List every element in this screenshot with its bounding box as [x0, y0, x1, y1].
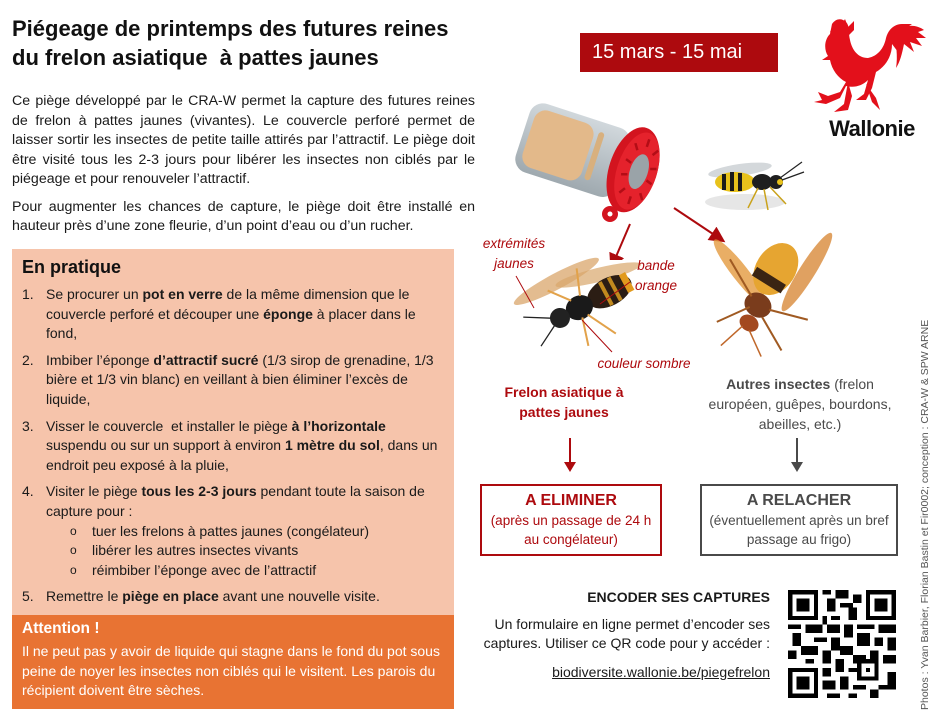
eliminate-box	[480, 484, 662, 556]
step-item: 4. Visiter le piège tous les 2-3 jours pendant toute la saison de capture pour : o tuer les frelons à pattes jaunes (congélateur) o libérer les autres insectes vivants o réimbiber l’éponge avec de l’attractif	[22, 482, 444, 580]
practice-section	[12, 249, 454, 615]
step-item: 1. Se procurer un pot en verre de la même dimension que le couvercle perforé et découper une éponge à placer dans le fond,	[22, 286, 416, 342]
wallonie-logo	[808, 12, 936, 144]
practice-steps	[22, 285, 444, 607]
practice-heading: En pratique	[22, 257, 122, 277]
eliminate-detail: (après un passage de 24 h au congélateur)	[490, 513, 652, 547]
attention-text: Il ne peut pas y avoir de liquide qui stagne dans le fond du pot sous peine de noyer les insectes non ciblés qui le visitent. Les parois du récipient doivent être sèches.	[22, 643, 440, 698]
label-yellow-tips: extrémités jaunes	[482, 236, 546, 271]
circle-bullet-icon: o	[70, 562, 77, 577]
release-box	[700, 484, 898, 556]
attention-heading: Attention !	[22, 620, 100, 637]
step-item: 2. Imbiber l’éponge d’attractif sucré (1/3 sirop de grenadine, 1/3 bière et 1/3 vin blanc) en veillant à bien éliminer l’excès de liquide,	[22, 351, 434, 407]
intro-paragraph-1: Ce piège développé par le CRA-W permet la capture des futures reines de frelon à pattes jaunes (vivantes). Le couvercle perforé permet de laisser sortir les insectes de petite taille attirés par l’attractif. Le piège doit être visité tous les 2-3 jours pour libérer les insectes non ciblés par le piégeage et pour renouveler l’attractif.	[12, 93, 475, 187]
asian-hornet-name: Frelon asiatique à pattes jaunes	[504, 384, 624, 420]
date-range-badge: 15 mars - 15 mai	[580, 33, 778, 72]
photo-credits: Photos : Yvan Barbier, Florian Bastin et Fir0002; conception : CRA-W & SPW ARNE	[919, 319, 931, 710]
label-dark-color: couleur sombre	[597, 356, 691, 371]
title-line-1: Piégeage de printemps des futures reines	[12, 16, 449, 41]
title-line-2: du frelon asiatique à pattes jaunes	[12, 45, 379, 70]
encode-text: Un formulaire en ligne permet d’encoder ses captures. Utiliser ce QR code pour y accéder :	[483, 615, 770, 651]
release-detail: (éventuellement après un bref passage au frigo)	[709, 513, 889, 547]
release-heading: A RELACHER	[746, 492, 852, 509]
arrow-down-gray-icon	[790, 438, 804, 474]
page-title	[12, 14, 532, 72]
encode-section	[476, 588, 770, 682]
wallonie-wordmark: Wallonie	[829, 116, 915, 141]
intro-paragraph-2: Pour augmenter les chances de capture, le piège doit être installé en hauteur près d’une zone fleurie, d’un point d’eau ou d’un rucher.	[12, 198, 475, 234]
intro-text	[12, 92, 475, 245]
step-item: 3. Visser le couvercle et installer le piège à l’horizontale suspendu ou sur un support à environ 1 mètre du sol, dans un endroit peu exposé à la pluie,	[22, 417, 438, 473]
label-orange-band: bande orange	[634, 258, 678, 293]
circle-bullet-icon: o	[70, 543, 77, 558]
sub-item: o réimbiber l’éponge avec de l’attractif	[46, 561, 444, 581]
attention-box	[12, 615, 454, 709]
step-4-subitems	[46, 522, 444, 581]
rooster-icon	[808, 12, 936, 116]
sub-item: o libérer les autres insectes vivants	[46, 541, 444, 561]
sub-item: o tuer les frelons à pattes jaunes (congélateur)	[46, 522, 444, 542]
qr-code[interactable]	[788, 590, 896, 698]
other-insects-name: Autres insectes (frelon européen, guêpes, bourdons, abeilles, etc.)	[708, 376, 892, 432]
encode-link[interactable]: biodiversite.wallonie.be/piegefrelon	[552, 663, 770, 680]
eliminate-heading: A ELIMINER	[525, 492, 617, 509]
arrow-down-red-icon	[563, 438, 577, 474]
encode-heading: ENCODER SES CAPTURES	[587, 589, 770, 605]
step-item: 5. Remettre le piège en place avant une nouvelle visite.	[22, 588, 380, 605]
other-insect-image	[698, 228, 848, 368]
circle-bullet-icon: o	[70, 523, 77, 538]
